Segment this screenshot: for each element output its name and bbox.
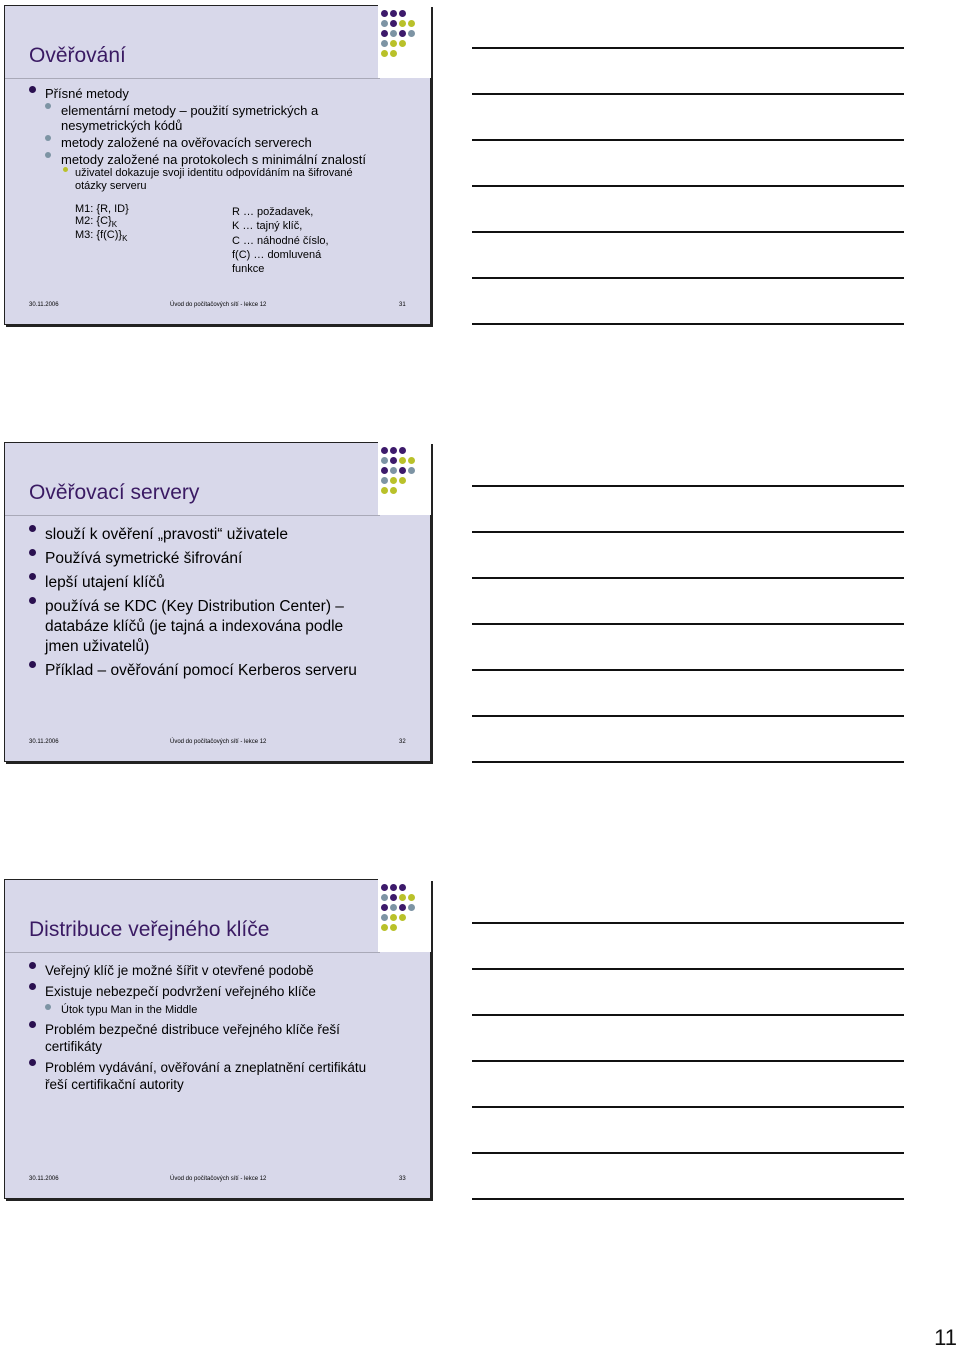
legend-block	[232, 205, 329, 276]
dot	[390, 467, 397, 474]
decorative-dots-icon	[381, 884, 427, 944]
bullet-continuation	[45, 637, 357, 657]
decorative-dots-icon	[381, 447, 427, 507]
legend-line: f(C) … domluvená	[232, 248, 322, 261]
note-line	[472, 1014, 904, 1016]
sub-bullet-list	[61, 1004, 197, 1017]
dot	[381, 40, 388, 47]
legend-line: funkce	[232, 263, 265, 276]
sub-bullet-item	[61, 103, 366, 118]
bullet-item	[45, 1021, 366, 1038]
slide-title: Ověřování	[29, 44, 126, 67]
slide-31	[4, 5, 431, 325]
dot	[390, 447, 397, 454]
bullet-item	[45, 983, 316, 1000]
bullet-text: lepší utajení klíčů	[45, 574, 165, 591]
note-line	[472, 231, 904, 233]
slide-title: Distribuce veřejného klíče	[29, 918, 270, 941]
dot	[390, 30, 397, 37]
dot	[390, 924, 397, 931]
message-m1: M1: {R, ID}	[75, 203, 129, 215]
legend-line: K … tajný klíč,	[232, 220, 303, 233]
bullet-list	[45, 86, 129, 103]
message-subscript: K	[122, 234, 128, 243]
dot	[408, 904, 415, 911]
legend-line: R … požadavek,	[232, 206, 314, 218]
footer-slide-number: 33	[399, 1176, 406, 1182]
bullet-list	[45, 1021, 366, 1093]
note-line	[472, 323, 904, 325]
dot	[399, 894, 406, 901]
note-line	[472, 93, 904, 95]
dot	[381, 894, 388, 901]
bullet-continuation	[61, 118, 366, 133]
bullet-text: Existuje nebezpečí podvržení veřejného klíče	[45, 984, 316, 999]
dot	[381, 30, 388, 37]
footer-date: 30.11.2006	[29, 1176, 59, 1182]
bullet-text: nesymetrických kódů	[61, 118, 183, 133]
note-line	[472, 669, 904, 671]
message-text: M3: {f(C)}	[75, 229, 123, 241]
slide-32	[4, 442, 431, 762]
dot	[408, 30, 415, 37]
bullet-text: Používá symetrické šifrování	[45, 550, 243, 567]
sub-bullet-item	[61, 152, 366, 167]
page-number: 11	[934, 1325, 957, 1350]
note-line	[472, 1106, 904, 1108]
dot	[381, 924, 388, 931]
dot	[399, 30, 406, 37]
bullet-item	[45, 573, 357, 593]
bullet-text: Problém vydávání, ověřování a zneplatnění certifikátu	[45, 1060, 367, 1075]
note-line	[472, 761, 904, 763]
note-line	[472, 1198, 904, 1200]
dot	[390, 884, 397, 891]
footer-date: 30.11.2006	[29, 739, 59, 745]
corner-block	[378, 442, 431, 515]
dot	[381, 904, 388, 911]
dot	[381, 487, 388, 494]
dot	[399, 447, 406, 454]
corner-block	[378, 879, 431, 952]
footer-date: 30.11.2006	[29, 302, 59, 308]
dot	[381, 10, 388, 17]
bullet-text: řeší certifikační autority	[45, 1077, 184, 1092]
message-text: M2: {C}	[75, 214, 112, 227]
note-line	[472, 139, 904, 141]
dot	[408, 457, 415, 464]
sub-sub-bullet-list	[75, 167, 353, 193]
bullet-text: Přísné metody	[45, 86, 129, 101]
sub-bullet-list	[61, 103, 366, 167]
dot	[381, 447, 388, 454]
dot	[381, 914, 388, 921]
note-line	[472, 968, 904, 970]
dot	[390, 904, 397, 911]
dot	[399, 20, 406, 27]
note-line	[472, 577, 904, 579]
bullet-item	[45, 962, 316, 979]
dot	[399, 904, 406, 911]
message-m2	[75, 216, 129, 231]
dot	[399, 477, 406, 484]
title-underline	[5, 515, 380, 516]
dot	[381, 884, 388, 891]
dot	[408, 467, 415, 474]
dot	[408, 20, 415, 27]
title-underline	[5, 952, 380, 953]
bullet-text: metody založené na protokolech s minimální znalostí	[61, 152, 366, 167]
dot	[399, 457, 406, 464]
bullet-continuation	[45, 617, 357, 637]
bullet-text: otázky serveru	[75, 180, 147, 192]
bullet-list	[45, 962, 316, 1002]
sub-bullet-item	[61, 135, 366, 150]
dot	[390, 914, 397, 921]
bullet-continuation	[45, 1038, 366, 1055]
dot	[408, 894, 415, 901]
dot	[390, 50, 397, 57]
bullet-text: Problém bezpečné distribuce veřejného klíče řeší	[45, 1022, 340, 1037]
message-subscript: K	[111, 219, 118, 229]
decorative-dots-icon	[381, 10, 427, 70]
bullet-text: slouží k ověření „pravosti“ uživatele	[45, 526, 288, 543]
bullet-text: používá se KDC (Key Distribution Center) –	[45, 598, 344, 615]
note-line	[472, 922, 904, 924]
title-underline	[5, 78, 380, 79]
footer-slide-number: 32	[399, 739, 406, 745]
dot	[390, 457, 397, 464]
bullet-text: uživatel dokazuje svoji identitu odpovídáním na šifrované	[75, 167, 353, 179]
corner-block	[378, 5, 431, 78]
note-line	[472, 485, 904, 487]
note-line	[472, 623, 904, 625]
dot	[381, 477, 388, 484]
bullet-text: databáze klíčů (je tajná a indexována podle	[45, 618, 344, 635]
message-m3	[75, 230, 129, 245]
slide-33	[4, 879, 431, 1199]
dot	[399, 884, 406, 891]
slide-title: Ověřovací servery	[29, 481, 200, 504]
note-line	[472, 531, 904, 533]
bullet-item	[45, 1059, 366, 1076]
note-line	[472, 47, 904, 49]
dot	[390, 487, 397, 494]
footer-course: Úvod do počítačových sítí - lekce 12	[170, 739, 267, 745]
bullet-text: Veřejný klíč je možné šířit v otevřené podobě	[45, 963, 314, 978]
dot	[390, 20, 397, 27]
footer-course: Úvod do počítačových sítí - lekce 12	[170, 1176, 267, 1182]
dot	[390, 40, 397, 47]
dot	[390, 477, 397, 484]
note-line	[472, 185, 904, 187]
dot	[381, 467, 388, 474]
dot	[399, 10, 406, 17]
dot	[399, 914, 406, 921]
note-line	[472, 1152, 904, 1154]
bullet-continuation	[45, 1076, 366, 1093]
sub-sub-bullet-item	[75, 167, 353, 180]
note-line	[472, 715, 904, 717]
dot	[381, 50, 388, 57]
bullet-text: metody založené na ověřovacích serverech	[61, 135, 312, 150]
bullet-item	[45, 86, 129, 101]
bullet-item	[45, 661, 357, 681]
bullet-item	[45, 525, 357, 545]
note-line	[472, 277, 904, 279]
legend-line: C … náhodné číslo,	[232, 234, 329, 247]
bullet-item	[45, 549, 357, 569]
dot	[390, 894, 397, 901]
bullet-text: Útok typu Man in the Middle	[61, 1004, 198, 1016]
bullet-text: certifikáty	[45, 1039, 103, 1054]
bullet-text: Příklad – ověřování pomocí Kerberos serveru	[45, 662, 357, 679]
sub-bullet-item	[61, 1004, 197, 1017]
bullet-list	[45, 525, 357, 681]
footer-slide-number: 31	[399, 302, 406, 308]
note-line	[472, 1060, 904, 1062]
dot	[399, 40, 406, 47]
dot	[399, 467, 406, 474]
bullet-item	[45, 597, 357, 617]
bullet-text: elementární metody – použití symetrických a	[61, 103, 319, 118]
bullet-continuation	[75, 180, 353, 193]
dot	[381, 20, 388, 27]
bullet-text: jmen uživatelů)	[45, 638, 150, 655]
footer-course: Úvod do počítačových sítí - lekce 12	[170, 302, 267, 308]
message-block	[75, 204, 129, 245]
dot	[390, 10, 397, 17]
dot	[381, 457, 388, 464]
